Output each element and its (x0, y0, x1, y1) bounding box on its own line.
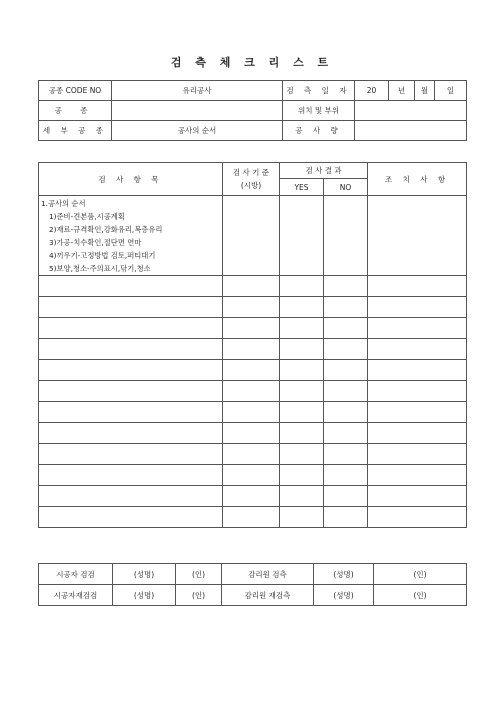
header-action: 조 치 사 항 (368, 163, 467, 196)
sub-item: 3)가공-치수확인,절단면 연마 (49, 238, 142, 247)
table-row (39, 360, 467, 381)
standard-cell[interactable] (223, 465, 280, 486)
info-label-quantity: 공 사 량 (283, 121, 355, 141)
supervisor-re-seal-field[interactable]: (인) (374, 585, 467, 606)
standard-cell[interactable] (223, 444, 280, 465)
yes-cell[interactable] (280, 276, 324, 297)
no-cell[interactable] (324, 381, 368, 402)
yes-cell[interactable] (280, 339, 324, 360)
item-cell[interactable] (39, 339, 223, 360)
info-label-date: 검 측 일 자 (283, 81, 355, 101)
action-cell[interactable] (368, 339, 467, 360)
item-cell[interactable] (39, 318, 223, 339)
action-cell[interactable] (368, 196, 467, 276)
item-cell[interactable] (39, 507, 223, 528)
standard-cell[interactable] (223, 276, 280, 297)
no-cell[interactable] (324, 276, 368, 297)
action-cell[interactable] (368, 465, 467, 486)
yes-cell[interactable] (280, 486, 324, 507)
header-standard (223, 163, 280, 196)
info-value-location[interactable] (355, 101, 467, 121)
header-no: NO (324, 179, 368, 196)
info-value-quantity[interactable] (355, 121, 467, 141)
contractor-seal-field[interactable]: (인) (176, 564, 222, 585)
header-standard-sub: (시방) (240, 181, 262, 190)
supervisor-inspect-label: 감리원 검측 (222, 564, 314, 585)
standard-cell[interactable] (223, 423, 280, 444)
header-row-1 (39, 163, 467, 179)
yes-cell[interactable] (280, 465, 324, 486)
table-row (39, 465, 467, 486)
info-label-code: 공종 CODE NO (39, 81, 112, 101)
table-row (39, 507, 467, 528)
contractor-re-name-field[interactable]: (성명) (113, 585, 176, 606)
action-cell[interactable] (368, 360, 467, 381)
contractor-reinspect-label: 시공자재검검 (39, 585, 113, 606)
sub-item: 5)보양,청소-주의표시,닦기,청소 (49, 264, 151, 273)
inspection-item-1 (39, 196, 223, 276)
header-items: 검 사 항 목 (39, 163, 223, 196)
info-row-3 (39, 121, 467, 141)
item-cell[interactable] (39, 423, 223, 444)
item-cell[interactable] (39, 465, 223, 486)
info-value-trade[interactable] (112, 101, 283, 121)
standard-cell[interactable] (223, 381, 280, 402)
yes-cell[interactable] (280, 318, 324, 339)
action-cell[interactable] (368, 381, 467, 402)
item-cell[interactable] (39, 276, 223, 297)
supervisor-re-name-field[interactable]: (성명) (314, 585, 374, 606)
action-cell[interactable] (368, 423, 467, 444)
info-value-code[interactable]: 유리공사 (112, 81, 283, 101)
no-cell[interactable] (324, 507, 368, 528)
info-label-trade: 공 종 (39, 101, 112, 121)
date-il-label: 일 (435, 81, 467, 101)
table-row (39, 402, 467, 423)
standard-cell[interactable] (223, 196, 280, 276)
yes-cell[interactable] (280, 423, 324, 444)
sub-item: 4)끼우기-고정방법 검토,퍼티대기 (49, 251, 156, 260)
standard-cell[interactable] (223, 318, 280, 339)
date-year[interactable]: 20 (355, 81, 389, 101)
item-cell[interactable] (39, 444, 223, 465)
standard-cell[interactable] (223, 297, 280, 318)
no-cell[interactable] (324, 486, 368, 507)
sub-item: 2)재료-규격확인,강화유리,복층유리 (49, 225, 163, 234)
table-row (39, 196, 467, 276)
table-row (39, 339, 467, 360)
info-row-2 (39, 101, 467, 121)
yes-cell[interactable] (280, 402, 324, 423)
item-cell[interactable] (39, 381, 223, 402)
no-cell[interactable] (324, 465, 368, 486)
no-cell[interactable] (324, 402, 368, 423)
date-nyeon-label: 년 (389, 81, 415, 101)
date-wol-label: 월 (415, 81, 435, 101)
sub-item: 1)준비-견본품,시공계획 (49, 212, 125, 221)
item-title: 1.공사의 순서 (41, 199, 86, 208)
contractor-name-field[interactable]: (성명) (113, 564, 176, 585)
action-cell[interactable] (368, 318, 467, 339)
info-table (38, 80, 467, 141)
yes-cell[interactable] (280, 360, 324, 381)
standard-cell[interactable] (223, 360, 280, 381)
table-row (39, 486, 467, 507)
table-row (39, 297, 467, 318)
table-row (39, 276, 467, 297)
signature-table (38, 563, 467, 606)
yes-cell[interactable] (280, 507, 324, 528)
action-cell[interactable] (368, 486, 467, 507)
header-standard-label: 검 사 기 준 (232, 168, 270, 177)
no-cell[interactable] (324, 444, 368, 465)
yes-cell[interactable] (280, 381, 324, 402)
table-row (39, 381, 467, 402)
item-cell[interactable] (39, 486, 223, 507)
signature-row-1 (39, 564, 467, 585)
info-row-1 (39, 81, 467, 101)
signature-row-2 (39, 585, 467, 606)
standard-cell[interactable] (223, 486, 280, 507)
standard-cell[interactable] (223, 507, 280, 528)
item-cell[interactable] (39, 402, 223, 423)
standard-cell[interactable] (223, 402, 280, 423)
yes-cell[interactable] (280, 297, 324, 318)
header-result: 검 사 결 과 (280, 163, 368, 179)
inspection-table (38, 162, 467, 528)
info-value-subtrade[interactable]: 공사의 순서 (112, 121, 283, 141)
no-cell[interactable] (324, 339, 368, 360)
action-cell[interactable] (368, 276, 467, 297)
item-cell[interactable] (39, 360, 223, 381)
table-row (39, 318, 467, 339)
contractor-re-seal-field[interactable]: (인) (176, 585, 222, 606)
no-cell[interactable] (324, 360, 368, 381)
no-cell[interactable] (324, 423, 368, 444)
supervisor-name-field[interactable]: (성명) (314, 564, 374, 585)
info-label-location: 위치 및 부위 (283, 101, 355, 121)
page-title: 검 측 체 크 리 스 트 (170, 56, 334, 69)
action-cell[interactable] (368, 402, 467, 423)
table-row (39, 444, 467, 465)
supervisor-seal-field[interactable]: (인) (374, 564, 467, 585)
yes-cell[interactable] (280, 196, 324, 276)
table-row (39, 423, 467, 444)
header-yes: YES (280, 179, 324, 196)
supervisor-reinspect-label: 감리원 재검측 (222, 585, 314, 606)
contractor-inspect-label: 시공자 검검 (39, 564, 113, 585)
no-cell[interactable] (324, 196, 368, 276)
yes-cell[interactable] (280, 444, 324, 465)
action-cell[interactable] (368, 444, 467, 465)
standard-cell[interactable] (223, 339, 280, 360)
item-cell[interactable] (39, 297, 223, 318)
info-label-subtrade: 세 부 공 종 (39, 121, 112, 141)
action-cell[interactable] (368, 297, 467, 318)
action-cell[interactable] (368, 507, 467, 528)
no-cell[interactable] (324, 297, 368, 318)
no-cell[interactable] (324, 318, 368, 339)
